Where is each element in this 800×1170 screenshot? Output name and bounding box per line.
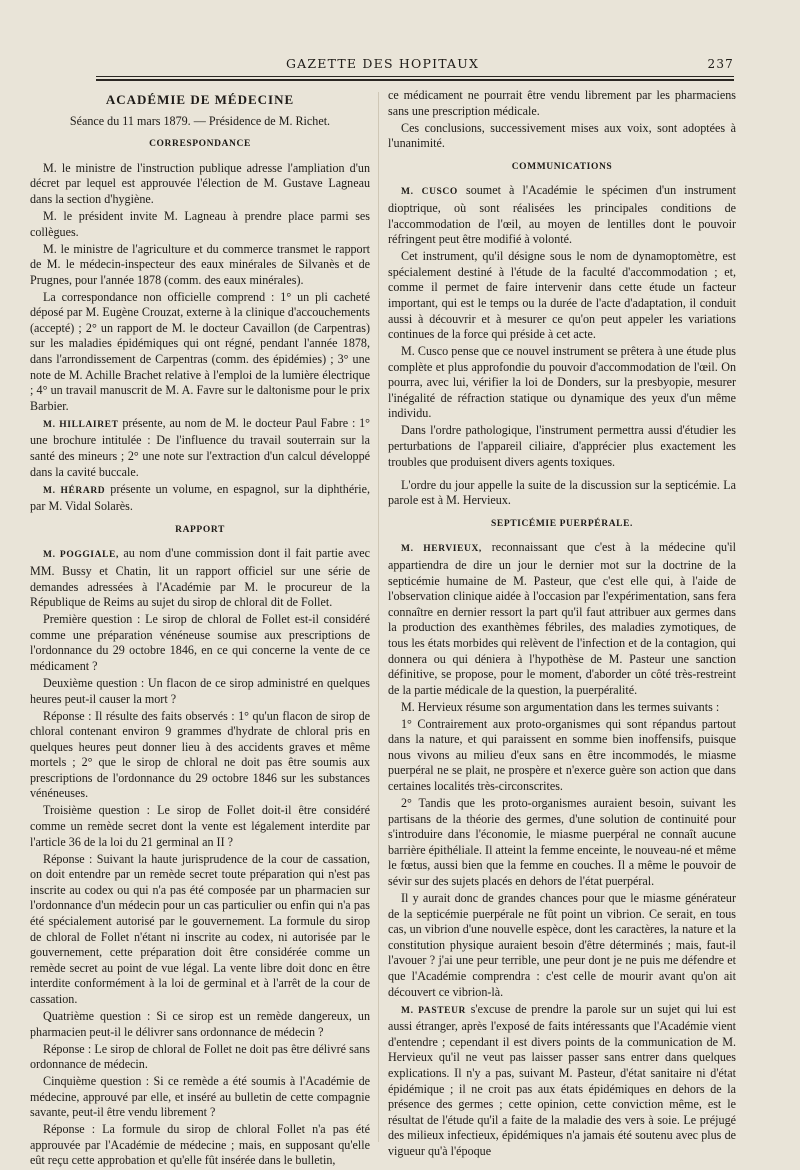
question: Deuxième question : Un flacon de ce sirop administré en quelques heures peut-il causer la mort ?	[30, 675, 370, 706]
paragraph-text: s'excuse de prendre la parole sur un sujet qui lui est aussi étranger, après l'exposé de faits intéressants que l'Académie vient d'entendre ; cependant il est divers points de la communication de M. Hervieux qu'il ne veut pas laisser passer sans entrer dans quelques explications. Il n'y a pas, suivant M. Pasteur, d'état sanitaire ni d'état épidémique ; il ne croit pas aux états épidémiques en dehors de la présence des germes ; cette opinion, cette conviction même, est le résultat de l'étude qu'il a faite de la maladie des vers à soie. Le préjugé des milieux infectieux, épidémiques n'a jamais été soutenu avec plus de vigueur qu'à l'époque	[388, 1001, 736, 1158]
communications-heading: COMMUNICATIONS	[511, 161, 613, 172]
paragraph: L'ordre du jour appelle la suite de la discussion sur la septicémie. La parole est à M. Hervieux.	[388, 477, 736, 508]
answer: Réponse : Suivant la haute jurisprudence de la cour de cassation, on doit entendre par un remède secret toute préparation qui n'est pas inscrite au codex ou qui n'a pas été composée par un pharmacien sur l'ordonnance d'un médecin pour un cas particulier ou enfin qui n'a pas été spécialement autorisé par le gouvernement. La formule du sirop de chloral de Follet n'étant ni inscrite au codex, ni autorisée par le gouvernement, cette préparation doit être considérée comme un remède secret au point de vue légal. La vente libre doit donc en être interdite conformément à la loi de germinal et à l'arrêt de la cour de cassation.	[30, 851, 370, 1006]
speaker-name: M. POGGIALE,	[43, 550, 119, 561]
speaker-name: M. HERVIEUX,	[401, 544, 482, 555]
paragraph	[388, 1002, 736, 1160]
speaker-name: M. HILLAIRET	[43, 419, 119, 430]
question: Cinquième question : Si ce remède a été soumis à l'Académie de médecine, approuvé par elle, et inséré au bulletin de cette compagnie savante, peut-il être vendu librement ?	[30, 1074, 370, 1120]
left-column	[30, 88, 370, 1170]
paragraph	[30, 416, 370, 480]
question: Troisième question : Le sirop de Follet doit-il être considéré comme un remède secret dont la vente est légalement interdite par l'article 36 de la loi du 21 germinal an II ?	[30, 803, 370, 849]
paragraph-text: soumet à l'Académie le spécimen d'un instrument dioptrique, où sont réalisées les principales conditions de l'accommodation de l'œil, au moyen de lentilles dont le pouvoir réfringent peut être modifié à volonté.	[388, 183, 736, 247]
paragraph	[388, 540, 736, 698]
paragraph	[30, 546, 370, 610]
paragraph: 2° Tandis que les proto-organismes auraient besoin, suivant les partisans de la théorie des germes, d'une solution de continuité pour s'introduire dans l'économie, le miasme puerpéral ne connaît aucune barrière épithéliale. Il atteint la femme enceinte, le nouveau-né et même le fœtus, aussi bien que la femme en couches. Il a même le pouvoir de sévir sur des sujets placés en dehors de l'état puerpéral.	[388, 796, 736, 889]
journal-title: GAZETTE DES HOPITAUX	[286, 56, 480, 71]
paragraph: M. Hervieux résume son argumentation dans les termes suivants :	[401, 699, 720, 714]
paragraph: La correspondance non officielle comprend : 1° un pli cacheté déposé par M. Eugène Crouzat, externe à la clinique d'accouchements (accepté) ; 2° un rapport de M. le docteur Cavaillon (de Carpentras) sur les maladies épidémiques qui ont régné, pendant l'année 1878, dans l'arrondissement de Carpentras (comm. des épidémies) ; 3° une note de M. Achille Brachet relative à l'emploi de la lumière électrique ; 4° un travail manuscrit de M. A. Favre sur le daltonisme pour le prix Barbier.	[30, 289, 370, 413]
right-column	[388, 88, 736, 1161]
paragraph: Il y aurait donc de grandes chances pour que le miasme générateur de la septicémie puerpérale ne fût point un vibrion. Ce serait, en tous cas, un vibrion d'une nouvelle espèce, dont les caractères, la nature et la constitution physique auraient besoin d'être déterminés ; mais, faut-il l'avouer ? j'ai une peur terrible, une peur dont je ne puis me défendre et que l'Académie comprendra : c'est celle de mourir avant qu'on ait découvert ce vibrion-là.	[388, 891, 736, 999]
question: Première question : Le sirop de chloral de Follet est-il considéré comme une préparation vénéneuse soumise aux prescriptions de l'ordonnance du 29 octobre 1846, en ce qui concerne la vente de ce médicament ?	[30, 612, 370, 673]
speaker-name: M. CUSCO	[401, 187, 458, 198]
page-number: 237	[707, 57, 734, 71]
column-divider	[378, 92, 379, 1142]
question: Quatrième question : Si ce sirop est un remède dangereux, un pharmacien peut-il le délivrer sans ordonnance de médecin ?	[30, 1008, 370, 1039]
session-line: Séance du 11 mars 1879. — Présidence de M. Richet.	[69, 113, 331, 128]
speaker-name: M. HÉRARD	[43, 485, 106, 496]
answer: Réponse : La formule du sirop de chloral Follet n'a pas été approuvée par l'Académie de médecine ; mais, en supposant qu'elle eût reçu cette approbation et qu'elle fût insérée dans le bulletin,	[30, 1122, 370, 1168]
answer: Réponse : Le sirop de chloral de Follet ne doit pas être délivré sans ordonnance de médecin.	[30, 1041, 370, 1072]
rapport-heading: RAPPORT	[175, 524, 225, 535]
paragraph: 1° Contrairement aux proto-organismes qui sont répandus partout dans la nature, et qui paraissent en somme bien inoffensifs, puisque nous vivons au milieu d'eux sans en être incommodés, le miasme puerpéral ne se plait, ne prospère et n'exerce guère son action que dans certaines localités très-circonscrites.	[388, 716, 736, 794]
paragraph: Cet instrument, qu'il désigne sous le nom de dynamoptomètre, est spécialement destiné à l'étude de la faculté d'accommodation ; et, comme il permet de faire intervenir dans cette étude un facteur important, qui est le temps ou la durée de l'acte d'adaptation, il conduit aussi à découvrir et à mesurer ce qu'on peut appeler les variations continues de la force qui préside à cet acte.	[388, 249, 736, 342]
paragraph-text: au nom d'une commission dont il fait partie avec MM. Bussy et Chatin, lit un rapport officiel sur une série de demandes adressées à l'Académie par M. le procureur de la République de Reims au sujet du sirop de chloral dit de Follet.	[30, 546, 370, 610]
speaker-name: M. PASTEUR	[401, 1005, 467, 1016]
page-header	[96, 52, 734, 74]
section-title: ACADÉMIE DE MÉDECINE	[105, 92, 295, 107]
header-rule-thick	[96, 79, 734, 81]
correspondance-heading: CORRESPONDANCE	[149, 139, 251, 150]
answer: Réponse : Il résulte des faits observés : 1° qu'un flacon de sirop de chloral contenant environ 9 grammes d'hydrate de chloral pris en quelques heures peut donner lieu à des accidents graves et même mortels ; 2° que le sirop de chloral ne doit pas être soumis aux prescriptions de l'ordonnance du 29 octobre 1846 sur les substances vénéneuses.	[30, 708, 370, 801]
paragraph: M. le président invite M. Lagneau à prendre place parmi ses collègues.	[30, 208, 370, 239]
paragraph: Ces conclusions, successivement mises aux voix, sont adoptées à l'unanimité.	[388, 120, 736, 151]
paragraph-text: reconnaissant que c'est à la médecine qu'il appartiendra de dire un jour le dernier mot sur la doctrine de la septicémie humaine de M. Pasteur, que c'est elle qui, à l'aide de l'observation clinique aidée à l'occasion par l'expérimentation, sans fera connaître en dernier ressort la part qu'il faut attribuer aux germes dans la production des exanthèmes fébriles, des maladies zymotiques, de tous les états morbides qui relèvent de l'infection et de la contagion, qui donnera ou qui déniera à l'hypothèse de M. Pasteur une sanction définitive, se propose, pour le moment, d'aborder un côté très-restreint de la partie médicale de la question, la puerpéralité.	[388, 540, 736, 697]
paragraph: M. Cusco pense que ce nouvel instrument se prêtera à une étude plus complète et plus approfondie du pouvoir d'accommodation de l'œil. On pourra, avec lui, vérifier la loi de Donders, sur la presbyopie, mesurer l'inégalité de réfraction statique ou dynamique des yeux d'un même individu.	[388, 344, 736, 421]
paragraph	[388, 183, 736, 247]
septicemie-heading: SEPTICÉMIE PUERPÉRALE.	[491, 518, 633, 529]
paragraph	[30, 482, 370, 515]
paragraph-text: présente un volume, en espagnol, sur la diphthérie, par M. Vidal Solarès.	[30, 481, 370, 514]
paragraph: M. le ministre de l'agriculture et du commerce transmet le rapport de M. le médecin-inspecteur des eaux minérales de Silvanès et de Prugnes, pour l'année 1878 (comm. des eaux minérales).	[30, 241, 370, 287]
paragraph: ce médicament ne pourrait être vendu librement par les pharmaciens sans une prescription médicale.	[388, 88, 736, 118]
paragraph: M. le ministre de l'instruction publique adresse l'ampliation d'un décret par lequel est approuvée l'élection de M. Gustave Lagneau dans la section d'hygiène.	[30, 160, 370, 206]
paragraph: Dans l'ordre pathologique, l'instrument permettra aussi d'étudier les perturbations de l'appareil ciliaire, d'apprécier plus exactement les troubles que produisent divers agents toxiques.	[388, 423, 736, 469]
paragraph-text: présente, au nom de M. le docteur Paul Fabre : 1° une brochure intitulée : De l'influence du travail souterrain sur la santé des mineurs ; 2° une note sur l'extraction d'un calcul développé dans la cavité buccale.	[30, 415, 370, 479]
header-rule	[96, 76, 734, 77]
